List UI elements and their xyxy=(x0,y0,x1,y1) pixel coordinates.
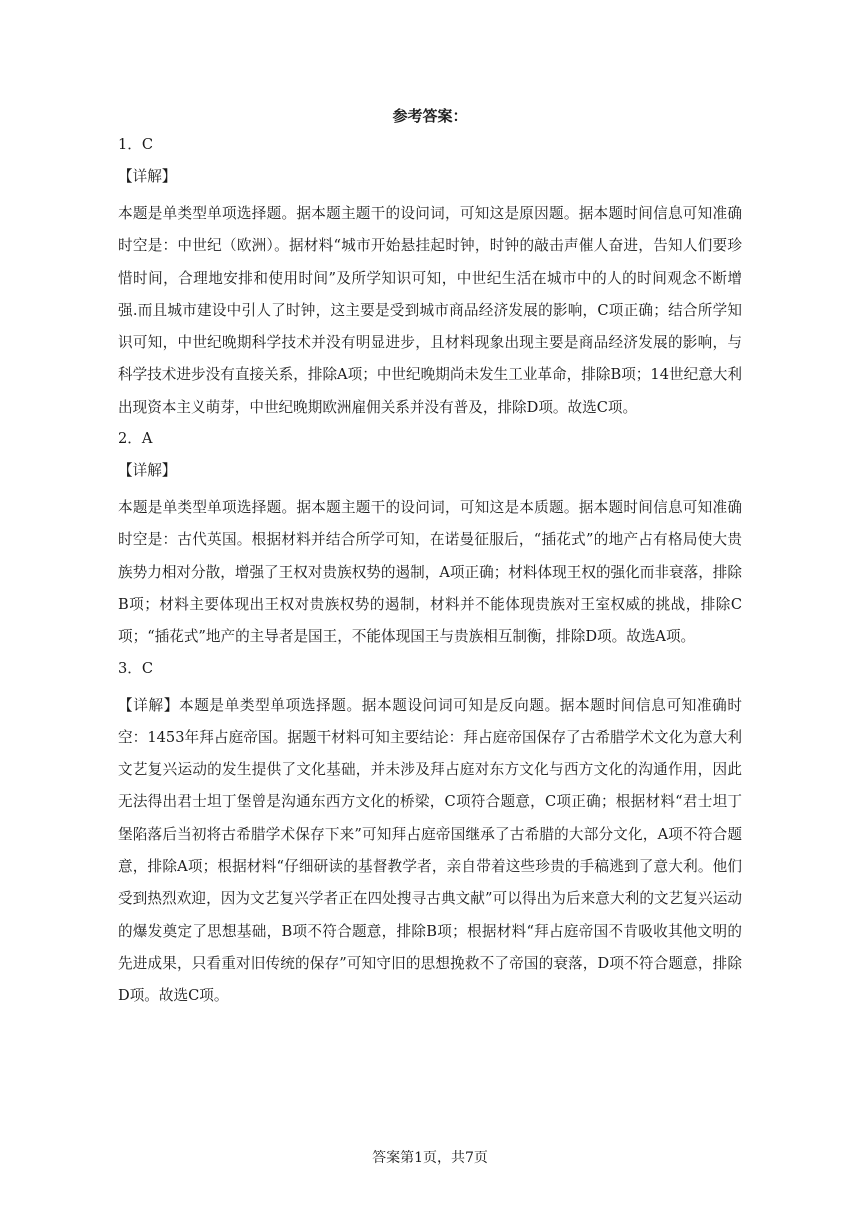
answer-item-1 xyxy=(118,134,742,424)
detail-tag: 【详解】 xyxy=(118,168,177,185)
question-number: 2．A xyxy=(118,430,153,448)
answer-content xyxy=(118,134,742,1017)
explanation-text: 本题是单类型单项选择题。据本题主题干的设问词，可知这是原因题。据本题时间信息可知准确时空是：中世纪（欧洲）。据材料“城市开始悬挂起时钟，时钟的敲击声催人奋进，告知人们要珍惜时间，合理地安排和使用时间”及所学知识可知，中世纪生活在城市中的人的时间观念不断增强.而且城市建设中引人了时钟，这主要是受到城市商品经济发展的影响，C项正确；结合所学知识可知，中世纪晚期科学技术并没有明显进步，且材料现象出现主要是商品经济发展的影响，与科学技术进步没有直接关系，排除A项；中世纪晚期尚未发生工业革命，排除B项；14世纪意大利出现资本主义萌芽，中世纪晚期欧洲雇佣关系并没有普及，排除D项。故选C项。 xyxy=(118,205,742,416)
explanation-text xyxy=(118,690,742,1013)
question-number: 3．C xyxy=(118,659,154,677)
detail-tag: 【详解】 xyxy=(118,462,177,480)
explanation-body: 本题是单类型单项选择题。据本题设问词可知是反向题。据本题时间信息可知准确时空：1453年拜占庭帝国。据题干材料可知主要结论：拜占庭帝国保存了古希腊学术文化为意大利文艺复兴运动的发生提供了文化基础，并未涉及拜占庭对东方文化与西方文化的沟通作用，因此无法得出君士坦丁堡曾是沟通东西方文化的桥梁，C项符合题意，C项正确；根据材料“君士坦丁堡陷落后当初将古希腊学术保存下来”可知拜占庭帝国继承了古希腊的大部分文化，A项不符合题意，排除A项；根据材料“仔细研读的基督教学者，亲自带着这些珍贵的手稿逃到了意大利。他们受到热烈欢迎，因为文艺复兴学者正在四处搜寻古典文献”可以得出为后来意大利的文艺复兴运动的爆发奠定了思想基础，B项不符合题意，排除B项；根据材料“拜占庭帝国不肯吸收其他文明的先进成果，只看重对旧传统的保存”可知守旧的思想挽救不了帝国的衰落，D项不符合题意，排除D项。故选C项。 xyxy=(118,696,742,1005)
answer-item-2 xyxy=(118,428,742,653)
explanation-text: 本题是单类型单项选择题。据本题主题干的设问词，可知这是本质题。据本题时间信息可知准确时空是：古代英国。根据材料并结合所学可知，在诺曼征服后，“插花式”的地产占有格局使大贵族势力相对分散，增强了王权对贵族权势的遏制，A项正确；材料体现王权的强化而非衰落，排除B项；材料主要体现出王权对贵族权势的遏制，材料并不能体现贵族对王室权威的挑战，排除C项；“插花式”地产的主导者是国王，不能体现国王与贵族相互制衡，排除D项。故选A项。 xyxy=(118,499,742,646)
answer-item-3 xyxy=(118,658,742,1013)
page-footer: 答案第1页，共7页 xyxy=(372,1150,488,1166)
question-number: 1．C xyxy=(118,136,154,153)
detail-tag: 【详解】 xyxy=(118,696,179,714)
page-title: 参考答案： xyxy=(392,107,468,125)
